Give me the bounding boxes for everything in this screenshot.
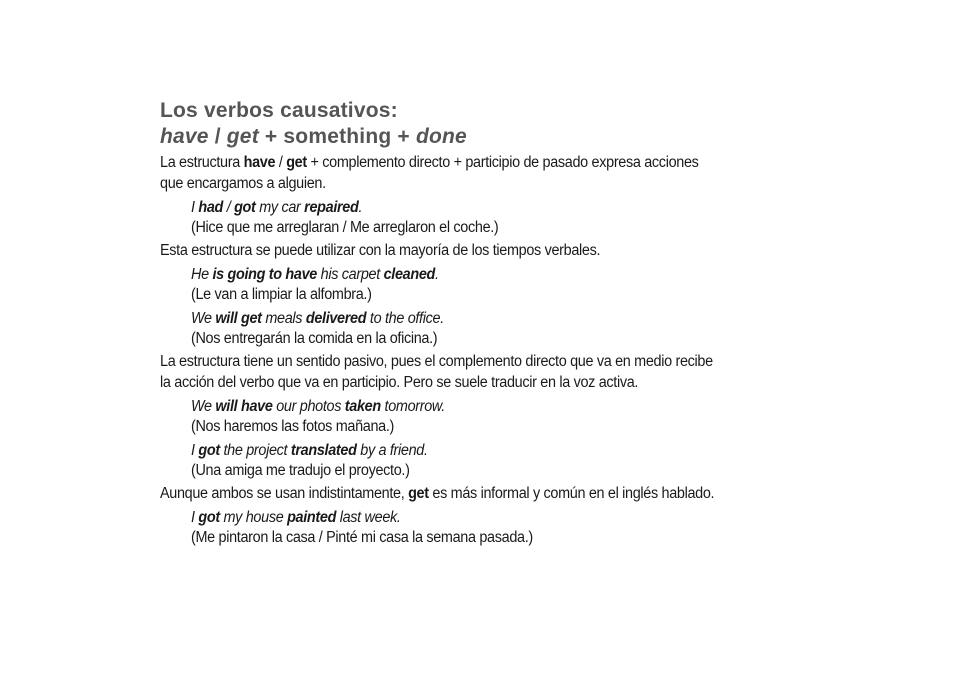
title-get: get (226, 125, 259, 148)
text: our photos (272, 398, 345, 415)
example-spanish: (Hice que me arreglaran / Me arreglaron el coche.) (191, 219, 499, 236)
title-done: done (415, 125, 467, 148)
paragraph-3 (160, 351, 839, 393)
title-have: have (160, 125, 209, 148)
example-2 (191, 265, 842, 305)
title-slash: / (208, 125, 227, 148)
bold-verb: is going to have (212, 266, 317, 283)
example-english (191, 198, 842, 218)
example-1 (191, 198, 842, 238)
text: We (191, 398, 216, 415)
text: / (223, 199, 235, 216)
example-6 (191, 508, 842, 548)
text: / (275, 154, 287, 171)
text: by a friend. (356, 442, 428, 459)
text: He (191, 266, 213, 283)
example-spanish: (Nos entregarán la comida en la oficina.) (191, 330, 438, 347)
section-title (160, 98, 840, 150)
bold-verb: got (198, 442, 220, 459)
example-spanish: (Una amiga me tradujo el proyecto.) (191, 462, 410, 479)
text: to the office. (366, 310, 444, 327)
paragraph-1-line-1 (160, 152, 839, 173)
bold-have: have (243, 154, 276, 171)
grammar-section (160, 98, 840, 548)
text: . (358, 199, 363, 216)
example-4 (191, 397, 842, 437)
bold-verb: will have (215, 398, 273, 415)
text: my house (219, 509, 288, 526)
example-spanish: (Le van a limpiar la alfombra.) (191, 286, 372, 303)
title-line-1: Los verbos causativos: (160, 99, 398, 122)
bold-participle: taken (344, 398, 381, 415)
bold-participle: repaired (304, 199, 359, 216)
example-english (191, 508, 842, 528)
text: La estructura (160, 154, 244, 171)
text: tomorrow. (380, 398, 445, 415)
example-english (191, 309, 842, 329)
example-english (191, 397, 842, 417)
text: + complemento directo + participio de pasado expresa acciones (306, 154, 699, 171)
example-spanish: (Nos haremos las fotos mañana.) (191, 418, 395, 435)
text: I (191, 509, 199, 526)
text: es más informal y común en el inglés hablado. (428, 485, 715, 502)
bold-verb: got (234, 199, 256, 216)
text: I (191, 442, 199, 459)
text: meals (261, 310, 306, 327)
example-5 (191, 441, 842, 481)
example-english (191, 441, 842, 461)
text: . (435, 266, 439, 283)
bold-participle: delivered (305, 310, 367, 327)
title-plus-something: + something + (258, 125, 416, 148)
text: last week. (336, 509, 401, 526)
text: my car (255, 199, 305, 216)
paragraph-4 (160, 483, 839, 504)
paragraph-3-line-1: La estructura tiene un sentido pasivo, pues el complemento directo que va en medio recibe (160, 353, 713, 370)
paragraph-1 (160, 152, 839, 194)
bold-get: get (286, 154, 307, 171)
text: We (191, 310, 216, 327)
example-3 (191, 309, 842, 349)
text: I (191, 199, 199, 216)
paragraph-3-line-2: la acción del verbo que va en participio. Pero se suele traducir en la voz activa. (160, 374, 639, 391)
example-spanish: (Me pintaron la casa / Pinté mi casa la semana pasada.) (191, 529, 533, 546)
bold-participle: translated (290, 442, 357, 459)
text: his carpet (316, 266, 384, 283)
title-line-2 (160, 124, 840, 150)
bold-verb: had (198, 199, 224, 216)
text: the project (219, 442, 291, 459)
bold-participle: painted (287, 509, 337, 526)
paragraph-2: Esta estructura se puede utilizar con la mayoría de los tiempos verbales. (160, 242, 601, 259)
bold-verb: will get (215, 310, 262, 327)
bold-verb: got (198, 509, 220, 526)
bold-participle: cleaned (383, 266, 436, 283)
paragraph-1-line-2: que encargamos a alguien. (160, 175, 326, 192)
example-english (191, 265, 842, 285)
bold-get: get (408, 485, 429, 502)
text: Aunque ambos se usan indistintamente, (160, 485, 409, 502)
